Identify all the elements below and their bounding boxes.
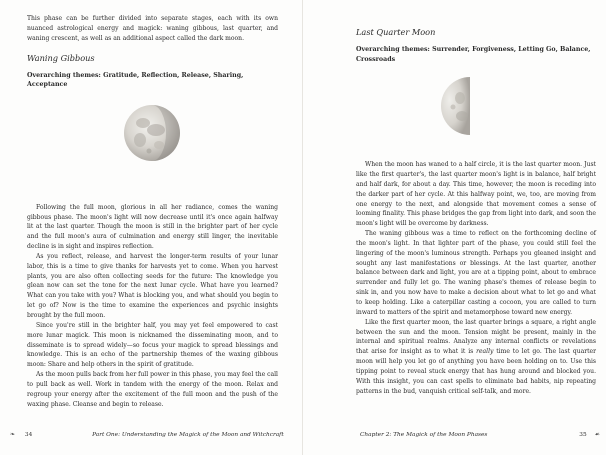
last-quarter-figure <box>356 64 596 160</box>
right-text-column <box>356 27 596 396</box>
flourish-icon: ❧ <box>10 431 16 438</box>
right-paragraph-3-b: time to let go. The last quarter moon will help you let go of anything you have been holding on to. Use this tipping point to reveal stuck energy that has hung around and blocked you. With this insight, you can cast spells to eliminate bad habits, nip repeating patterns in the bud, vanquish critical self-talk, and more. <box>356 348 596 395</box>
right-page-number: 35 <box>579 432 587 438</box>
right-paragraph-2: The waning gibbous was a time to reflect on the forthcoming decline of the moon's light. In that lighter part of the phase, you could still feel the lingering of the moon's luminous strength. Perhaps you gleaned insight and sought any last manifestations or blessings. At the last quarter, another balance between dark and light, you are at a tipping point, about to embrace surrender and fully let go. The waning phase's themes of release begin to sink in, and you now have to make a decision about what to let go and what to keep holding. Like a caterpillar casting a cocoon, you are called to turn inward to matters of the spirit and metamorphose toward new energy. <box>356 230 596 316</box>
waning-gibbous-figure <box>27 90 278 203</box>
right-running-footer: Chapter 2: The Magick of the Moon Phases <box>360 432 488 438</box>
left-page-number: 34 <box>24 432 33 438</box>
last-quarter-heading: Last Quarter Moon <box>356 27 436 37</box>
waning-gibbous-heading: Waning Gibbous <box>27 52 95 63</box>
left-page <box>0 0 302 455</box>
left-text-column <box>27 14 278 409</box>
right-page <box>303 0 606 455</box>
left-paragraph-3: Since you're still in the brighter half, you may yet feel empowered to cast more lunar magick. This moon is nicknamed the disseminating moon, and to disseminate is to spread widely—so focus your magick to spread blessings and knowledge. This is an echo of the partnership themes of the waxing gibbous moon: Share and help others in the spirit of gratitude. <box>27 321 278 369</box>
left-paragraph-2: As you reflect, release, and harvest the longer-term results of your lunar labor, this is a time to give thanks for harvests yet to come. When you harvest plants, you are also often collecting seeds for the future: The knowledge you glean now can set the tone for the next lunar cycle. What have you learned? What can you take with you? What is blocking you, and what should you begin to let go of? Now is the time to examine the experiences and psychic insights brought by the full moon. <box>27 252 278 319</box>
left-paragraph-1: Following the full moon, glorious in all her radiance, comes the waning gibbous phase. The moon's light will now decrease until it's once again halfway lit at the last quarter. Though the moon is still in the brighter part of her cycle and the full moon's aura of culmination and energy still linger, the inevitable decline is in sight and inspires reflection. <box>27 203 278 251</box>
right-paragraph-1: When the moon has waned to a half circle, it is the last quarter moon. Just like the first quarter's, the last quarter moon's light is in balance, half bright and half dark, for about a day. This time, however, the moon is receding into the darker part of her cycle. At this halfway point, we, too, are moving from one energy to the next, and alongside that movement comes a sense of looming finality. This phase bridges the gap from light into dark, and soon the moon's light will be overcome by darkness. <box>356 161 596 228</box>
emphasis-really: really <box>476 348 494 356</box>
waning-gibbous-themes: Overarching themes: Gratitude, Reflection, Release, Sharing, Acceptance <box>27 71 244 89</box>
waning-gibbous-moon-icon <box>123 104 181 162</box>
left-paragraph-4: As the moon pulls back from her full power in this phase, you may feel the call to pull back as well. Work in tandem with the energy of the moon. Relax and regroup your energy after the excitement of the full moon and the push of the waxing phase. Cleanse and begin to release. <box>27 371 278 408</box>
flourish-icon: ☙ <box>594 431 600 438</box>
right-paragraph-3 <box>356 318 596 397</box>
intro-paragraph: This phase can be further divided into separate stages, each with its own nuanced astrological energy and magick: waning gibbous, last quarter, and waning crescent, as well as an additional aspect called the dark moon. <box>27 15 278 42</box>
left-footer <box>10 431 284 439</box>
last-quarter-moon-icon <box>440 76 500 136</box>
right-footer <box>360 431 600 439</box>
last-quarter-themes: Overarching themes: Surrender, Forgiveness, Letting Go, Balance, Crossroads <box>356 46 591 63</box>
right-paragraph-3-a: Like the first quarter moon, the last quarter brings a square, a right angle between the sun and the moon. Tension might be present, mainly in the internal and spiritual realms. Analyze any internal conflicts or revelations that arise for insight as to what it is <box>356 318 596 356</box>
left-running-footer: Part One: Understanding the Magick of the Moon and Witchcraft <box>92 432 284 438</box>
